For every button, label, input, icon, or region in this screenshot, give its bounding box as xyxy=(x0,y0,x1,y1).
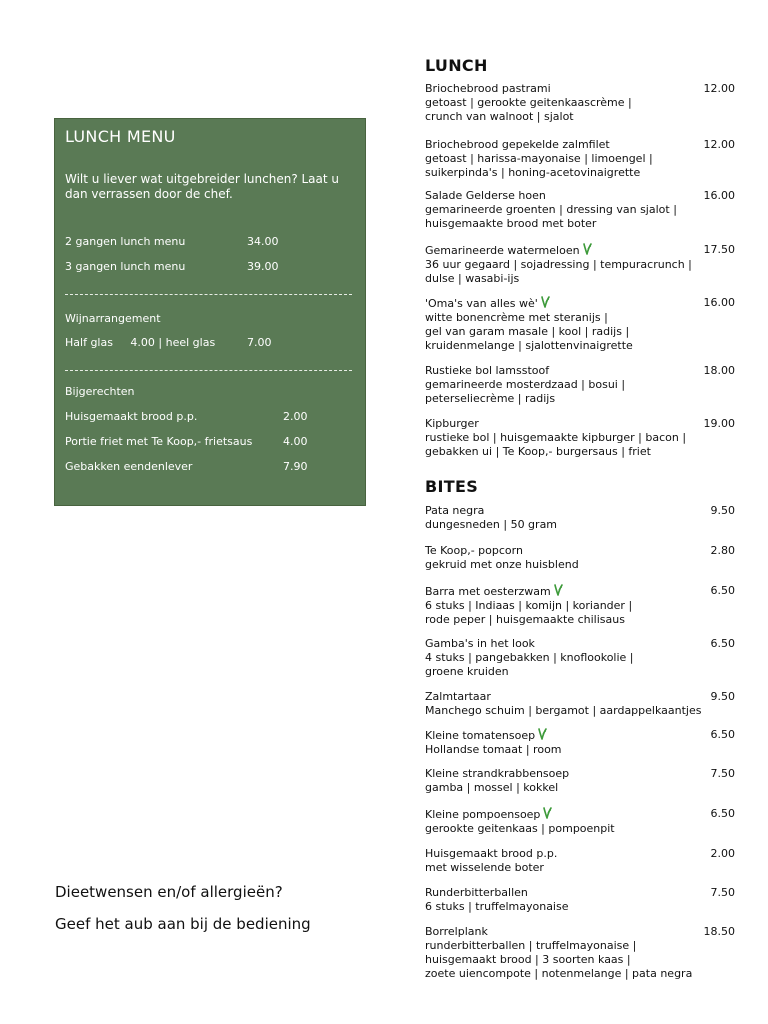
item-price: 9.50 xyxy=(710,504,735,517)
side-label: Gebakken eendenlever xyxy=(65,460,193,473)
item-description: getoast | gerookte geitenkaascrème | crunch van walnoot | sjalot xyxy=(425,96,632,123)
item-description: dungesneden | 50 gram xyxy=(425,518,558,531)
item-price: 9.50 xyxy=(710,690,735,703)
menu-item xyxy=(425,807,737,836)
menu-item xyxy=(425,504,737,532)
menu-item xyxy=(425,364,737,406)
item-price: 6.50 xyxy=(710,807,735,820)
item-name: Kipburger xyxy=(425,417,479,430)
item-price: 17.50 xyxy=(703,243,735,256)
item-name: Briochebrood gepekelde zalmfilet xyxy=(425,138,610,151)
lunch-section-title: LUNCH xyxy=(425,56,488,75)
item-price: 6.50 xyxy=(710,728,735,741)
item-description: gemarineerde mosterdzaad | bosui | peterseliecrème | radijs xyxy=(425,378,626,405)
side-label: Portie friet met Te Koop,- frietsaus xyxy=(65,435,253,448)
item-name: Gamba's in het look xyxy=(425,637,535,650)
item-price: 19.00 xyxy=(703,417,735,430)
item-description: gekruid met onze huisblend xyxy=(425,558,579,571)
menu-item xyxy=(425,886,737,914)
menu-item xyxy=(425,189,737,231)
item-name: Salade Gelderse hoen xyxy=(425,189,546,202)
menu-option-price: 39.00 xyxy=(247,260,279,273)
menu-item xyxy=(425,767,737,795)
item-price: 18.00 xyxy=(703,364,735,377)
item-name: Briochebrood pastrami xyxy=(425,82,551,95)
item-description: gemarineerde groenten | dressing van sjalot | huisgemaakte brood met boter xyxy=(425,203,677,230)
vegetarian-leaf-icon xyxy=(553,584,563,596)
item-price: 18.50 xyxy=(703,925,735,938)
item-name: Zalmtartaar xyxy=(425,690,491,703)
vegetarian-leaf-icon xyxy=(540,296,550,308)
item-name: Borrelplank xyxy=(425,925,488,938)
item-price: 2.80 xyxy=(710,544,735,557)
item-name: Gemarineerde watermeloen xyxy=(425,244,580,257)
lunch-menu-box xyxy=(54,118,366,506)
menu-item xyxy=(425,728,737,757)
menu-item xyxy=(425,690,737,718)
menu-item xyxy=(425,417,737,459)
item-price: 16.00 xyxy=(703,189,735,202)
wine-line: Half glas 4.00 | heel glas xyxy=(65,336,216,349)
item-description: 6 stuks | truffelmayonaise xyxy=(425,900,569,913)
item-name: Te Koop,- popcorn xyxy=(425,544,523,557)
menu-option-label: 2 gangen lunch menu xyxy=(65,235,186,248)
allergy-note: Dieetwensen en/of allergieën? xyxy=(55,883,283,901)
menu-option-price: 34.00 xyxy=(247,235,279,248)
menu-item xyxy=(425,847,737,875)
side-price: 2.00 xyxy=(283,410,308,423)
menu-item xyxy=(425,82,737,124)
vegetarian-leaf-icon xyxy=(537,728,547,740)
sides-heading: Bijgerechten xyxy=(65,385,135,398)
side-label: Huisgemaakt brood p.p. xyxy=(65,410,198,423)
side-price: 4.00 xyxy=(283,435,308,448)
item-name: Kleine tomatensoep xyxy=(425,729,536,742)
vegetarian-leaf-icon xyxy=(542,807,552,819)
item-description: getoast | harissa-mayonaise | limoengel | suikerpinda's | honing-acetovinaigrette xyxy=(425,152,653,179)
item-description: Hollandse tomaat | room xyxy=(425,743,562,756)
item-name: 'Oma's van alles wè' xyxy=(425,297,538,310)
item-price: 7.50 xyxy=(710,767,735,780)
menu-item xyxy=(425,243,737,286)
bites-section-title: BITES xyxy=(425,477,479,496)
menu-option-label: 3 gangen lunch menu xyxy=(65,260,186,273)
item-name: Pata negra xyxy=(425,504,485,517)
item-description: runderbitterballen | truffelmayonaise | huisgemaakt brood | 3 soorten kaas | zoete uiencompote | notenmelange | pata negra xyxy=(425,939,693,980)
item-description: gerookte geitenkaas | pompoenpit xyxy=(425,822,615,835)
item-price: 6.50 xyxy=(710,584,735,597)
vegetarian-leaf-icon xyxy=(582,243,592,255)
divider xyxy=(65,294,352,295)
menu-item xyxy=(425,925,737,981)
item-price: 12.00 xyxy=(703,82,735,95)
item-description: 4 stuks | pangebakken | knoflookolie | groene kruiden xyxy=(425,651,634,678)
item-price: 7.50 xyxy=(710,886,735,899)
service-note: Geef het aub aan bij de bediening xyxy=(55,915,311,933)
item-description: gamba | mossel | kokkel xyxy=(425,781,559,794)
item-description: Manchego schuim | bergamot | aardappelkaantjes xyxy=(425,704,702,717)
menu-item xyxy=(425,584,737,627)
item-description: 6 stuks | Indiaas | komijn | koriander | rode peper | huisgemaakte chilisaus xyxy=(425,599,633,626)
item-description: 36 uur gegaard | sojadressing | tempuracrunch | dulse | wasabi-ijs xyxy=(425,258,692,285)
item-name: Barra met oesterzwam xyxy=(425,585,551,598)
item-name: Runderbitterballen xyxy=(425,886,528,899)
divider xyxy=(65,370,352,371)
wine-heading: Wijnarrangement xyxy=(65,312,161,325)
item-description: met wisselende boter xyxy=(425,861,544,874)
side-price: 7.90 xyxy=(283,460,308,473)
lunch-menu-title: LUNCH MENU xyxy=(65,127,176,146)
item-price: 12.00 xyxy=(703,138,735,151)
wine-price: 7.00 xyxy=(247,336,272,349)
item-price: 6.50 xyxy=(710,637,735,650)
item-name: Kleine strandkrabbensoep xyxy=(425,767,570,780)
menu-item xyxy=(425,637,737,679)
item-price: 2.00 xyxy=(710,847,735,860)
item-name: Kleine pompoensoep xyxy=(425,808,541,821)
item-description: rustieke bol | huisgemaakte kipburger | bacon | gebakken ui | Te Koop,- burgersaus | friet xyxy=(425,431,687,458)
item-name: Huisgemaakt brood p.p. xyxy=(425,847,558,860)
item-name: Rustieke bol lamsstoof xyxy=(425,364,550,377)
menu-item xyxy=(425,544,737,572)
item-price: 16.00 xyxy=(703,296,735,309)
menu-item xyxy=(425,296,737,353)
menu-item xyxy=(425,138,737,180)
item-description: witte bonencrème met steranijs | gel van garam masale | kool | radijs | kruidenmelange | sjalottenvinaigrette xyxy=(425,311,633,352)
lunch-menu-intro: Wilt u liever wat uitgebreider lunchen? Laat u dan verrassen door de chef. xyxy=(65,172,340,201)
